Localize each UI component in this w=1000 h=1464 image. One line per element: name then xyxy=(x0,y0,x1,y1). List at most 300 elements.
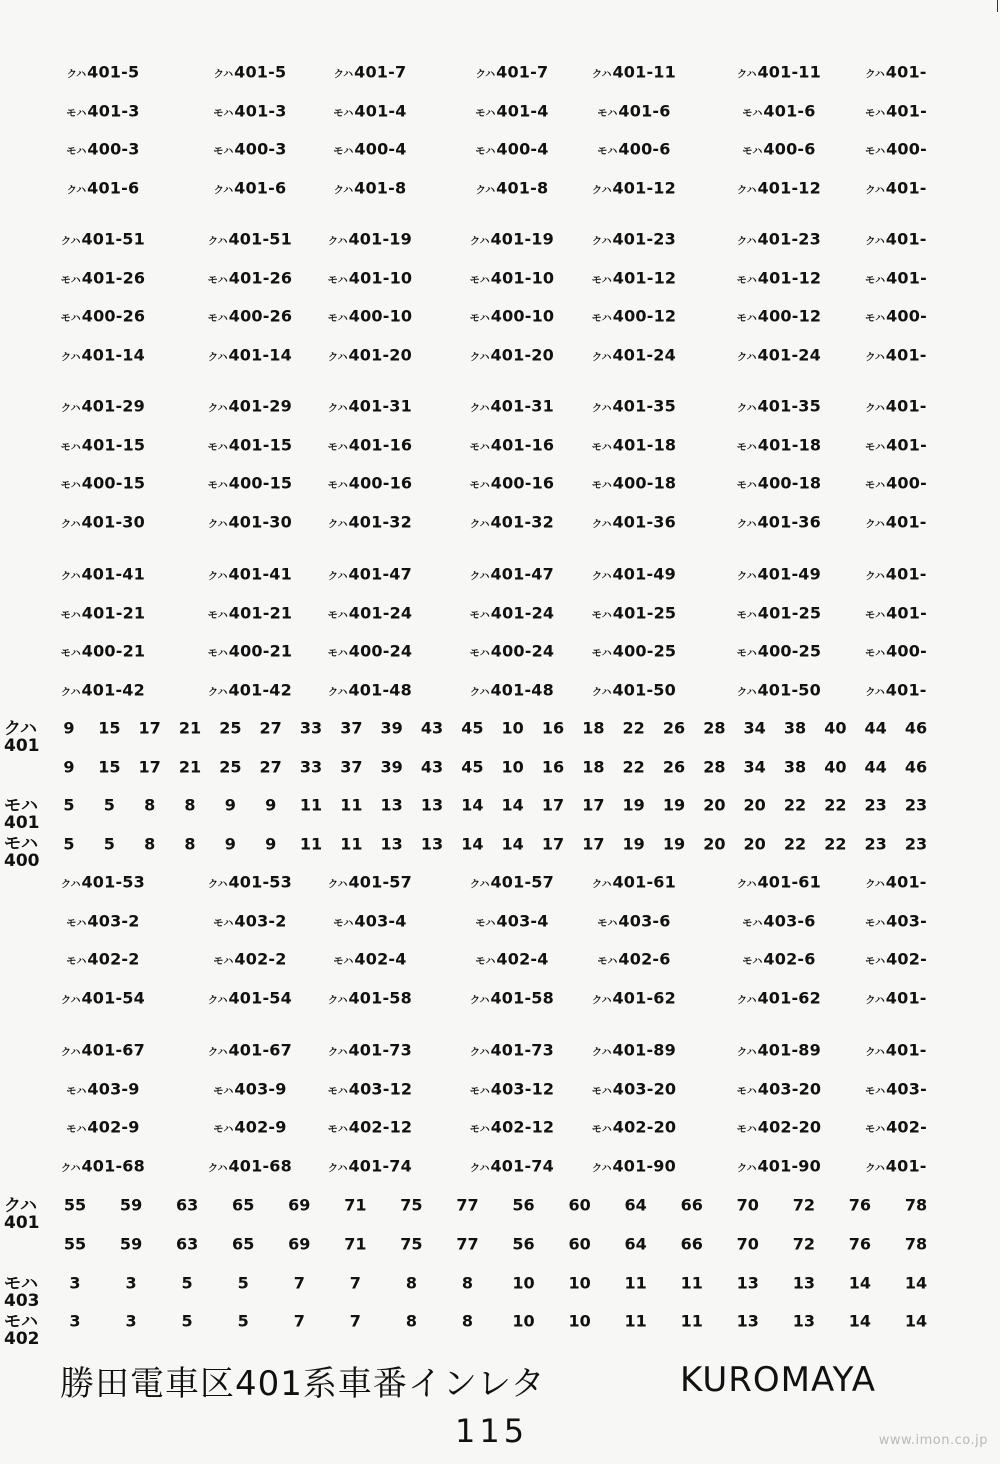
decal-label: モハ402-12 xyxy=(469,1117,555,1137)
decal-label: クハ401-67 xyxy=(61,1040,145,1060)
decal-label: クハ401-14 xyxy=(61,345,145,365)
decal-label: モハ401-6 xyxy=(742,101,816,121)
decal-label: クハ401- xyxy=(865,396,927,416)
number-decal: 37 xyxy=(340,757,363,777)
decal-label: モハ403-4 xyxy=(475,911,549,931)
decal-label: クハ401-90 xyxy=(592,1156,676,1176)
decal-label: クハ401-62 xyxy=(592,988,676,1008)
number-decal: 14 xyxy=(461,834,484,854)
number-decal: 13 xyxy=(736,1273,759,1293)
number-decal: 43 xyxy=(420,757,444,777)
number-decal: 33 xyxy=(299,757,323,777)
series-side-label-line: 401 xyxy=(4,813,40,833)
number-decal: 13 xyxy=(792,1273,815,1293)
number-decal: 39 xyxy=(380,718,403,738)
number-decal: 17 xyxy=(138,757,161,777)
number-decal: 3 xyxy=(69,1273,81,1293)
series-side-label-line: 403 xyxy=(4,1291,40,1311)
number-decal: 11 xyxy=(340,795,363,815)
decal-label: クハ401-19 xyxy=(470,229,554,249)
number-decal: 69 xyxy=(288,1234,311,1254)
number-decal: 14 xyxy=(501,795,524,815)
decal-label: モハ403-4 xyxy=(333,911,407,931)
number-decal: 65 xyxy=(232,1234,255,1254)
number-decal: 8 xyxy=(144,834,156,854)
series-side-label xyxy=(4,1276,40,1310)
brand-name: KUROMAYA xyxy=(680,1360,876,1400)
decal-label: クハ401- xyxy=(865,178,927,198)
decal-label: モハ400- xyxy=(865,473,927,493)
number-decal: 18 xyxy=(582,718,605,738)
decal-label: モハ400-18 xyxy=(736,473,822,493)
decal-label: クハ401- xyxy=(865,988,927,1008)
number-decal: 10 xyxy=(568,1311,591,1331)
number-decal: 7 xyxy=(293,1273,305,1293)
number-decal: 69 xyxy=(288,1195,311,1215)
number-decal: 10 xyxy=(568,1273,591,1293)
decal-label: モハ400-10 xyxy=(469,306,555,326)
number-decal: 40 xyxy=(824,757,847,777)
decal-label: モハ400-12 xyxy=(591,306,677,326)
number-decal: 72 xyxy=(792,1195,815,1215)
number-decal: 27 xyxy=(259,718,282,738)
number-decal: 5 xyxy=(103,834,115,854)
decal-label: モハ400-3 xyxy=(66,139,140,159)
decal-label: クハ401-53 xyxy=(208,872,292,892)
number-decal: 38 xyxy=(783,718,807,738)
decal-label: モハ401-16 xyxy=(327,435,413,455)
number-decal: 8 xyxy=(184,834,196,854)
decal-label: モハ400-25 xyxy=(736,641,822,661)
decal-label: モハ401-16 xyxy=(469,435,555,455)
decal-label: モハ401-12 xyxy=(736,268,822,288)
number-decal: 70 xyxy=(736,1195,759,1215)
series-side-label xyxy=(4,721,40,755)
number-decal: 77 xyxy=(456,1195,479,1215)
number-decal: 25 xyxy=(219,718,242,738)
number-decal: 15 xyxy=(98,718,121,738)
decal-label: クハ401-29 xyxy=(208,396,292,416)
number-decal: 26 xyxy=(662,718,686,738)
number-decal: 9 xyxy=(265,834,277,854)
number-decal: 9 xyxy=(224,834,236,854)
decal-label: モハ400-4 xyxy=(333,139,407,159)
number-decal: 55 xyxy=(63,1195,87,1215)
number-decal: 13 xyxy=(420,834,444,854)
number-decal: 75 xyxy=(400,1234,423,1254)
number-decal: 5 xyxy=(237,1273,249,1293)
decal-label: クハ401- xyxy=(865,62,927,82)
decal-label: モハ401-10 xyxy=(469,268,555,288)
number-decal: 22 xyxy=(783,795,807,815)
number-decal: 33 xyxy=(299,718,323,738)
decal-label: モハ402-6 xyxy=(597,949,671,969)
number-decal: 17 xyxy=(541,795,565,815)
decal-label: クハ401-57 xyxy=(470,872,554,892)
number-decal: 5 xyxy=(103,795,115,815)
number-decal: 5 xyxy=(63,834,75,854)
decal-label: モハ400-6 xyxy=(742,139,816,159)
number-decal: 64 xyxy=(624,1234,647,1254)
decal-label: クハ401-68 xyxy=(208,1156,292,1176)
decal-label: モハ402-2 xyxy=(213,949,287,969)
number-decal: 3 xyxy=(125,1273,137,1293)
decal-label: モハ401-21 xyxy=(60,603,146,623)
number-decal: 26 xyxy=(662,757,686,777)
decal-label: クハ401-47 xyxy=(328,564,412,584)
decal-label: モハ400- xyxy=(865,306,927,326)
number-decal: 34 xyxy=(743,718,766,738)
number-decal: 71 xyxy=(344,1234,367,1254)
series-side-label-line: 402 xyxy=(4,1329,40,1349)
decal-label: モハ400-15 xyxy=(60,473,146,493)
decal-label: モハ403-9 xyxy=(66,1079,140,1099)
number-decal: 22 xyxy=(783,834,807,854)
number-decal: 45 xyxy=(461,718,484,738)
decal-label: モハ401-3 xyxy=(213,101,287,121)
decal-label: クハ401-51 xyxy=(208,229,292,249)
decal-label: クハ401-24 xyxy=(592,345,676,365)
decal-label: クハ401-35 xyxy=(592,396,676,416)
decal-label: モハ403- xyxy=(865,1079,927,1099)
decal-label: クハ401-5 xyxy=(66,62,140,82)
number-decal: 14 xyxy=(461,795,484,815)
number-decal: 5 xyxy=(181,1273,193,1293)
decal-label: モハ403-12 xyxy=(469,1079,555,1099)
number-decal: 10 xyxy=(512,1273,535,1293)
decal-label: モハ401-3 xyxy=(66,101,140,121)
number-decal: 8 xyxy=(144,795,156,815)
decal-label: クハ401-30 xyxy=(61,512,145,532)
number-decal: 55 xyxy=(63,1234,87,1254)
series-side-label xyxy=(4,836,40,870)
decal-label: クハ401-61 xyxy=(737,872,821,892)
decal-label: モハ401-15 xyxy=(60,435,146,455)
decal-label: クハ401-6 xyxy=(213,178,287,198)
number-decal: 76 xyxy=(848,1195,872,1215)
number-decal: 10 xyxy=(512,1311,535,1331)
decal-label: モハ400-18 xyxy=(591,473,677,493)
decal-label: モハ401-12 xyxy=(591,268,677,288)
number-decal: 60 xyxy=(568,1234,591,1254)
number-decal: 17 xyxy=(582,795,605,815)
decal-label: クハ401-54 xyxy=(208,988,292,1008)
decal-label: モハ400-25 xyxy=(591,641,677,661)
decal-label: クハ401-54 xyxy=(61,988,145,1008)
number-decal: 3 xyxy=(69,1311,81,1331)
number-decal: 44 xyxy=(864,757,887,777)
decal-label: クハ401-58 xyxy=(328,988,412,1008)
number-decal: 18 xyxy=(582,757,605,777)
number-decal: 22 xyxy=(622,757,645,777)
decal-label: クハ401-89 xyxy=(592,1040,676,1060)
number-decal: 22 xyxy=(824,834,847,854)
number-decal: 17 xyxy=(138,718,161,738)
edge-mark xyxy=(997,0,998,12)
number-decal: 14 xyxy=(848,1311,872,1331)
number-decal: 13 xyxy=(420,795,444,815)
number-decal: 17 xyxy=(582,834,605,854)
decal-label: クハ401-57 xyxy=(328,872,412,892)
decal-label: クハ401-48 xyxy=(470,680,554,700)
decal-label: クハ401-42 xyxy=(208,680,292,700)
number-decal: 71 xyxy=(344,1195,367,1215)
decal-label: モハ401-18 xyxy=(591,435,677,455)
decal-label: クハ401-11 xyxy=(592,62,676,82)
decal-label: モハ403-6 xyxy=(597,911,671,931)
number-decal: 9 xyxy=(63,757,75,777)
number-decal: 43 xyxy=(420,718,444,738)
number-decal: 70 xyxy=(736,1234,759,1254)
decal-label: モハ400-16 xyxy=(469,473,555,493)
decal-label: クハ401-12 xyxy=(737,178,821,198)
number-decal: 11 xyxy=(299,834,323,854)
series-side-label-line: 401 xyxy=(4,736,40,756)
number-decal: 56 xyxy=(512,1234,535,1254)
number-decal: 9 xyxy=(265,795,277,815)
number-decal: 11 xyxy=(624,1273,647,1293)
number-decal: 16 xyxy=(541,718,565,738)
decal-label: モハ400-16 xyxy=(327,473,413,493)
decal-label: クハ401-90 xyxy=(737,1156,821,1176)
number-decal: 23 xyxy=(904,834,928,854)
decal-label: クハ401-58 xyxy=(470,988,554,1008)
decal-label: クハ401-19 xyxy=(328,229,412,249)
decal-label: クハ401-73 xyxy=(328,1040,412,1060)
decal-label: モハ402-6 xyxy=(742,949,816,969)
number-decal: 11 xyxy=(624,1311,647,1331)
number-decal: 7 xyxy=(349,1311,361,1331)
decal-label: クハ401- xyxy=(865,512,927,532)
decal-label: モハ403-2 xyxy=(213,911,287,931)
decal-label: クハ401-68 xyxy=(61,1156,145,1176)
number-decal: 59 xyxy=(119,1234,143,1254)
decal-label: モハ400-10 xyxy=(327,306,413,326)
number-decal: 16 xyxy=(541,757,565,777)
decal-label: モハ401-10 xyxy=(327,268,413,288)
number-decal: 8 xyxy=(184,795,196,815)
decal-label: モハ400-3 xyxy=(213,139,287,159)
number-decal: 66 xyxy=(680,1234,703,1254)
series-side-label-line: モハ xyxy=(4,796,38,816)
number-decal: 78 xyxy=(904,1234,928,1254)
decal-label: モハ400-15 xyxy=(207,473,293,493)
decal-label: クハ401-89 xyxy=(737,1040,821,1060)
decal-label: モハ403-9 xyxy=(213,1079,287,1099)
number-decal: 59 xyxy=(119,1195,143,1215)
number-decal: 14 xyxy=(904,1273,928,1293)
number-decal: 39 xyxy=(380,757,403,777)
decal-label: モハ402-20 xyxy=(591,1117,677,1137)
number-decal: 11 xyxy=(680,1311,703,1331)
decal-label: モハ400-21 xyxy=(60,641,146,661)
page-number: 115 xyxy=(455,1412,529,1450)
number-decal: 75 xyxy=(400,1195,423,1215)
decal-label: モハ401-24 xyxy=(469,603,555,623)
decal-label: クハ401-30 xyxy=(208,512,292,532)
decal-label: クハ401-12 xyxy=(592,178,676,198)
number-decal: 45 xyxy=(461,757,484,777)
sheet-title: 勝田電車区401系車番インレタ xyxy=(60,1364,546,1404)
number-decal: 19 xyxy=(622,834,645,854)
decal-label: クハ401- xyxy=(865,345,927,365)
number-decal: 13 xyxy=(380,834,403,854)
number-decal: 8 xyxy=(461,1311,474,1331)
number-decal: 22 xyxy=(622,718,645,738)
decal-label: クハ401-32 xyxy=(470,512,554,532)
decal-label: モハ402-12 xyxy=(327,1117,413,1137)
decal-label: モハ401-26 xyxy=(60,268,146,288)
number-decal: 44 xyxy=(864,718,887,738)
decal-label: モハ401-25 xyxy=(736,603,822,623)
number-decal: 20 xyxy=(743,795,766,815)
decal-label: モハ400-26 xyxy=(207,306,293,326)
decal-label: クハ401-49 xyxy=(592,564,676,584)
decal-label: モハ401- xyxy=(865,101,927,121)
decal-label: クハ401-23 xyxy=(737,229,821,249)
number-decal: 13 xyxy=(736,1311,759,1331)
watermark: www.imon.co.jp xyxy=(878,1433,988,1448)
series-side-label xyxy=(4,1314,40,1348)
number-decal: 65 xyxy=(232,1195,255,1215)
number-decal: 56 xyxy=(512,1195,535,1215)
series-side-label-line: モハ xyxy=(4,1312,38,1332)
decal-label: クハ401-14 xyxy=(208,345,292,365)
series-side-label-line: 400 xyxy=(4,851,40,871)
number-decal: 19 xyxy=(662,795,686,815)
decal-label: クハ401-51 xyxy=(61,229,145,249)
series-side-label-line: 401 xyxy=(4,1213,40,1233)
number-decal: 63 xyxy=(175,1234,199,1254)
decal-label: クハ401-47 xyxy=(470,564,554,584)
decal-label: モハ400- xyxy=(865,139,927,159)
series-side-label-line: モハ xyxy=(4,834,38,854)
decal-label: モハ400-24 xyxy=(469,641,555,661)
decal-label: クハ401-35 xyxy=(737,396,821,416)
number-decal: 40 xyxy=(824,718,847,738)
number-decal: 13 xyxy=(792,1311,815,1331)
number-decal: 27 xyxy=(259,757,282,777)
decal-label: モハ401-6 xyxy=(597,101,671,121)
decal-label: クハ401-23 xyxy=(592,229,676,249)
decal-label: モハ401-18 xyxy=(736,435,822,455)
number-decal: 13 xyxy=(380,795,403,815)
decal-label: モハ400-24 xyxy=(327,641,413,661)
decal-label: モハ403-2 xyxy=(66,911,140,931)
decal-label: クハ401-74 xyxy=(470,1156,554,1176)
number-decal: 8 xyxy=(405,1273,417,1293)
decal-label: モハ400-12 xyxy=(736,306,822,326)
decal-label: モハ402-9 xyxy=(213,1117,287,1137)
decal-label: クハ401-62 xyxy=(737,988,821,1008)
number-decal: 20 xyxy=(743,834,766,854)
decal-label: クハ401-8 xyxy=(333,178,407,198)
decal-label: モハ401-24 xyxy=(327,603,413,623)
number-decal: 78 xyxy=(904,1195,928,1215)
number-decal: 11 xyxy=(340,834,363,854)
decal-label: クハ401-42 xyxy=(61,680,145,700)
decal-label: クハ401- xyxy=(865,564,927,584)
number-decal: 23 xyxy=(864,834,887,854)
number-decal: 46 xyxy=(904,757,928,777)
decal-label: クハ401-61 xyxy=(592,872,676,892)
decal-label: モハ403-6 xyxy=(742,911,816,931)
number-decal: 14 xyxy=(501,834,524,854)
decal-label: モハ403-20 xyxy=(736,1079,822,1099)
number-decal: 21 xyxy=(178,757,202,777)
number-decal: 17 xyxy=(541,834,565,854)
number-decal: 20 xyxy=(703,834,726,854)
decal-label: モハ402-4 xyxy=(333,949,407,969)
decal-label: モハ401- xyxy=(865,603,927,623)
number-decal: 23 xyxy=(904,795,928,815)
number-decal: 7 xyxy=(349,1273,361,1293)
number-decal: 9 xyxy=(63,718,75,738)
decal-label: クハ401-36 xyxy=(592,512,676,532)
number-decal: 5 xyxy=(63,795,75,815)
decal-label: クハ401-11 xyxy=(737,62,821,82)
decal-label: モハ400-26 xyxy=(60,306,146,326)
number-decal: 76 xyxy=(848,1234,872,1254)
decal-label: クハ401-20 xyxy=(328,345,412,365)
decal-label: モハ400-4 xyxy=(475,139,549,159)
decal-label: クハ401-5 xyxy=(213,62,287,82)
number-decal: 5 xyxy=(237,1311,249,1331)
number-decal: 19 xyxy=(622,795,645,815)
decal-label: モハ403- xyxy=(865,911,927,931)
decal-label: モハ401- xyxy=(865,268,927,288)
decal-label: クハ401- xyxy=(865,1040,927,1060)
decal-label: モハ402-9 xyxy=(66,1117,140,1137)
number-decal: 5 xyxy=(181,1311,193,1331)
decal-label: クハ401-67 xyxy=(208,1040,292,1060)
decal-label: クハ401-50 xyxy=(737,680,821,700)
number-decal: 72 xyxy=(792,1234,815,1254)
decal-label: クハ401-32 xyxy=(328,512,412,532)
decal-label: クハ401-74 xyxy=(328,1156,412,1176)
number-decal: 34 xyxy=(743,757,766,777)
decal-label: モハ401-21 xyxy=(207,603,293,623)
decal-label: モハ402- xyxy=(865,1117,927,1137)
series-side-label-line: クハ xyxy=(4,719,37,739)
number-decal: 11 xyxy=(680,1273,703,1293)
decal-label: クハ401- xyxy=(865,229,927,249)
number-decal: 46 xyxy=(904,718,928,738)
decal-label: モハ400-21 xyxy=(207,641,293,661)
number-decal: 14 xyxy=(904,1311,928,1331)
number-decal: 10 xyxy=(501,757,524,777)
number-decal: 23 xyxy=(864,795,887,815)
number-decal: 63 xyxy=(175,1195,199,1215)
number-decal: 14 xyxy=(848,1273,872,1293)
decal-label: クハ401- xyxy=(865,680,927,700)
decal-label: クハ401- xyxy=(865,872,927,892)
decal-label: クハ401-73 xyxy=(470,1040,554,1060)
decal-label: クハ401-29 xyxy=(61,396,145,416)
decal-label: クハ401-7 xyxy=(333,62,407,82)
decal-label: モハ402-20 xyxy=(736,1117,822,1137)
decal-label: モハ400-6 xyxy=(597,139,671,159)
number-decal: 3 xyxy=(125,1311,137,1331)
number-decal: 28 xyxy=(703,718,726,738)
number-decal: 25 xyxy=(219,757,242,777)
number-decal: 10 xyxy=(501,718,524,738)
number-decal: 8 xyxy=(461,1273,474,1293)
decal-label: モハ401-25 xyxy=(591,603,677,623)
decal-label: モハ401-4 xyxy=(333,101,407,121)
number-decal: 20 xyxy=(703,795,726,815)
decal-label: クハ401-6 xyxy=(66,178,140,198)
